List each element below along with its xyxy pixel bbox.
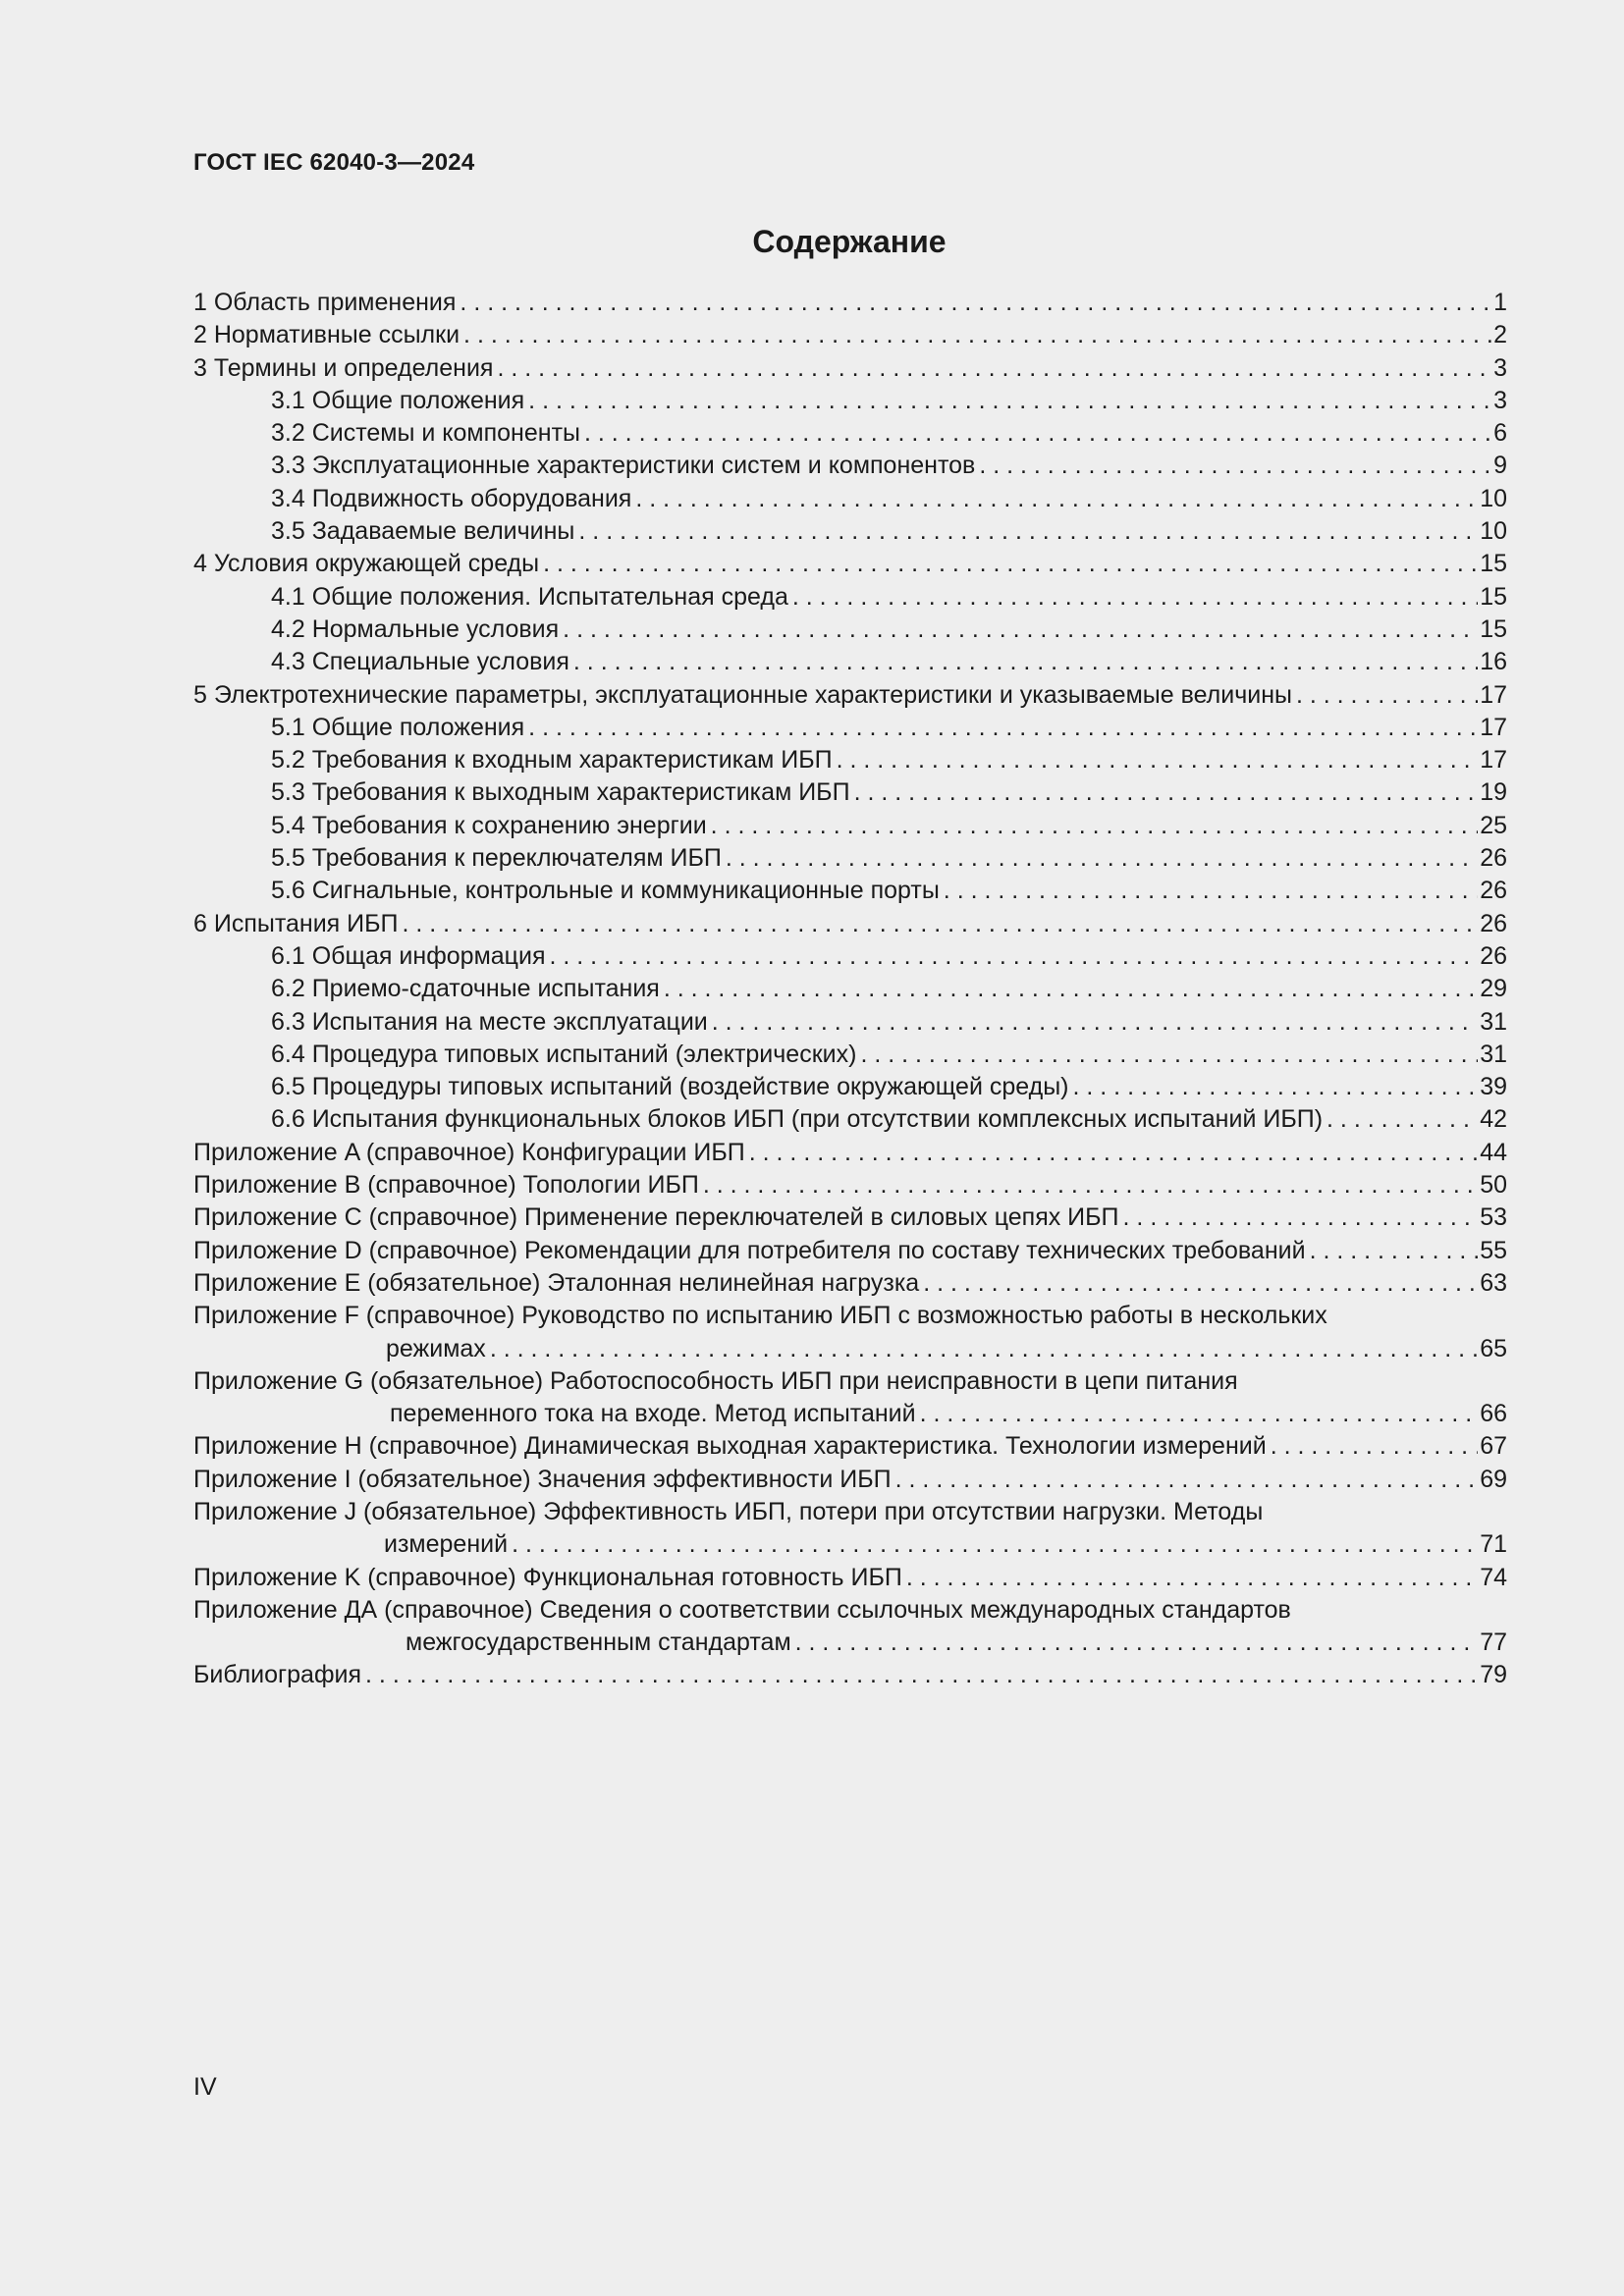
toc-leader-dots bbox=[578, 515, 1478, 548]
toc-entry[interactable] bbox=[193, 548, 1507, 580]
toc-leader-dots bbox=[635, 483, 1478, 515]
toc-annex-entry[interactable] bbox=[193, 1562, 1507, 1594]
toc-subentry[interactable] bbox=[193, 1039, 1507, 1071]
toc-entry[interactable] bbox=[193, 908, 1507, 940]
toc-annex-entry[interactable] bbox=[193, 1169, 1507, 1201]
toc-entry-title: 3.5 Задаваемые величины bbox=[271, 517, 575, 546]
toc-entry-title: Приложение A (справочное) Конфигурации ИБП bbox=[193, 1138, 745, 1166]
toc-subentry[interactable] bbox=[193, 581, 1507, 614]
toc-subentry[interactable] bbox=[193, 483, 1507, 515]
toc-entry-title: 5.5 Требования к переключателям ИБП bbox=[271, 844, 722, 873]
toc-entry-title: Приложение F (справочное) Руководство по испытанию ИБП с возможностью работы в нескольких bbox=[193, 1302, 1327, 1330]
toc-entry-title: 6.4 Процедура типовых испытаний (электрических) bbox=[271, 1040, 857, 1068]
toc-leader-dots bbox=[979, 450, 1491, 482]
toc-entry-page: 79 bbox=[1480, 1661, 1507, 1689]
toc-annex-entry[interactable] bbox=[193, 1201, 1507, 1234]
toc-entry[interactable] bbox=[193, 287, 1507, 319]
toc-entry-page: 69 bbox=[1480, 1465, 1507, 1493]
toc-entry-title: 3.2 Системы и компоненты bbox=[271, 419, 580, 448]
toc-leader-dots bbox=[923, 1267, 1478, 1300]
toc-entry-page: 55 bbox=[1480, 1236, 1507, 1264]
toc-entry-title: Приложение C (справочное) Применение переключателей в силовых цепях ИБП bbox=[193, 1203, 1119, 1232]
toc-entry-title: 6.2 Приемо-сдаточные испытания bbox=[271, 975, 660, 1003]
toc-entry-page: 74 bbox=[1480, 1563, 1507, 1591]
toc-entry-page: 26 bbox=[1480, 844, 1507, 873]
toc-subentry[interactable] bbox=[193, 417, 1507, 450]
toc-subentry[interactable] bbox=[193, 810, 1507, 842]
toc-entry-title: 5.2 Требования к входным характеристикам ИБП bbox=[271, 746, 833, 774]
toc-leader-dots bbox=[920, 1398, 1479, 1430]
toc-entry-page: 53 bbox=[1480, 1203, 1507, 1232]
toc-entry-page: 15 bbox=[1480, 582, 1507, 611]
toc-leader-dots bbox=[490, 1333, 1478, 1365]
toc-subentry[interactable] bbox=[193, 515, 1507, 548]
toc-entry-title: 6.6 Испытания функциональных блоков ИБП (при отсутствии комплексных испытаний ИБП) bbox=[271, 1105, 1324, 1134]
toc-leader-dots bbox=[460, 287, 1491, 319]
toc-subentry[interactable] bbox=[193, 1103, 1507, 1136]
toc-entry-title: 3 Термины и определения bbox=[193, 353, 494, 382]
toc-entry-title: 4.2 Нормальные условия bbox=[271, 614, 560, 643]
toc-leader-dots bbox=[563, 614, 1478, 646]
toc-entry-page: 15 bbox=[1480, 614, 1507, 643]
toc-leader-dots bbox=[463, 319, 1491, 351]
toc-subentry[interactable] bbox=[193, 646, 1507, 678]
toc-entry-title: 5 Электротехнические параметры, эксплуатационные характеристики и указываемые величины bbox=[193, 680, 1292, 709]
toc-leader-dots bbox=[573, 646, 1478, 678]
toc-leader-dots bbox=[497, 352, 1491, 385]
toc-entry-page: 50 bbox=[1480, 1171, 1507, 1200]
toc-entry-title: Приложение ДА (справочное) Сведения о соответствии ссылочных международных стандартов bbox=[193, 1595, 1291, 1624]
toc-entry-title: Приложение E (обязательное) Эталонная нелинейная нагрузка bbox=[193, 1268, 920, 1297]
toc-entry-page: 42 bbox=[1480, 1105, 1507, 1134]
toc-entry[interactable] bbox=[193, 319, 1507, 351]
toc-entry-title: Приложение H (справочное) Динамическая выходная характеристика. Технологии измерений bbox=[193, 1432, 1267, 1461]
toc-leader-dots bbox=[584, 417, 1491, 450]
toc-entry-title: 5.6 Сигнальные, контрольные и коммуникационные порты bbox=[271, 877, 940, 905]
table-of-contents bbox=[193, 287, 1507, 1692]
toc-leader-dots bbox=[528, 712, 1478, 744]
toc-entry-title: Библиография bbox=[193, 1661, 362, 1689]
toc-entry-title: Приложение J (обязательное) Эффективность ИБП, потери при отсутствии нагрузки. Методы bbox=[193, 1497, 1264, 1525]
toc-entry-page: 17 bbox=[1480, 713, 1507, 741]
page-number: IV bbox=[193, 2073, 217, 2101]
toc-subentry[interactable] bbox=[193, 385, 1507, 417]
toc-entry-page: 71 bbox=[1480, 1530, 1507, 1559]
toc-subentry[interactable] bbox=[193, 776, 1507, 809]
toc-leader-dots bbox=[1271, 1430, 1479, 1463]
toc-entry-title: 3.4 Подвижность оборудования bbox=[271, 484, 632, 512]
toc-annex-entry[interactable] bbox=[193, 1430, 1507, 1463]
toc-entry-title: 6 Испытания ИБП bbox=[193, 909, 399, 937]
toc-entry-page: 26 bbox=[1480, 877, 1507, 905]
toc-leader-dots bbox=[860, 1039, 1478, 1071]
toc-leader-dots bbox=[895, 1464, 1479, 1496]
toc-entry-title-continuation: межгосударственным стандартам bbox=[406, 1629, 791, 1657]
toc-leader-dots bbox=[944, 875, 1478, 907]
toc-entry-page: 65 bbox=[1480, 1334, 1507, 1362]
toc-entry-page: 44 bbox=[1480, 1138, 1507, 1166]
toc-entry-title: 6.5 Процедуры типовых испытаний (воздействие окружающей среды) bbox=[271, 1073, 1069, 1101]
toc-entry-page: 29 bbox=[1480, 975, 1507, 1003]
toc-entry-page: 17 bbox=[1480, 680, 1507, 709]
toc-annex-entry[interactable] bbox=[193, 1365, 1507, 1431]
toc-subentry[interactable] bbox=[193, 875, 1507, 907]
toc-entry-page: 31 bbox=[1480, 1007, 1507, 1036]
toc-entry-title: 6.1 Общая информация bbox=[271, 941, 546, 970]
toc-annex-entry[interactable] bbox=[193, 1235, 1507, 1267]
toc-entry-page: 26 bbox=[1480, 909, 1507, 937]
toc-entry-title: Приложение D (справочное) Рекомендации для потребителя по составу технических требований bbox=[193, 1236, 1306, 1264]
toc-entry-page: 66 bbox=[1480, 1400, 1507, 1428]
toc-entry-title: Приложение G (обязательное) Работоспособность ИБП при неисправности в цепи питания bbox=[193, 1366, 1238, 1395]
toc-entry-title-continuation: режимах bbox=[386, 1334, 486, 1362]
toc-entry-page: 17 bbox=[1480, 746, 1507, 774]
toc-annex-entry[interactable] bbox=[193, 1137, 1507, 1169]
toc-subentry[interactable] bbox=[193, 1071, 1507, 1103]
toc-leader-dots bbox=[1123, 1201, 1479, 1234]
toc-annex-entry[interactable] bbox=[193, 1594, 1507, 1660]
toc-annex-entry[interactable] bbox=[193, 1300, 1507, 1365]
toc-entry-title: 5.3 Требования к выходным характеристикам ИБП bbox=[271, 778, 850, 807]
toc-entry-title: Приложение B (справочное) Топологии ИБП bbox=[193, 1171, 699, 1200]
toc-leader-dots bbox=[549, 940, 1478, 973]
toc-entry-page: 77 bbox=[1480, 1629, 1507, 1657]
toc-entry-title: 5.4 Требования к сохранению энергии bbox=[271, 811, 707, 839]
toc-leader-dots bbox=[726, 842, 1478, 875]
toc-entry-page: 3 bbox=[1493, 386, 1507, 414]
toc-entry-title: Приложение I (обязательное) Значения эффективности ИБП bbox=[193, 1465, 892, 1493]
toc-leader-dots bbox=[543, 548, 1478, 580]
toc-leader-dots bbox=[854, 776, 1479, 809]
toc-entry-page: 26 bbox=[1480, 941, 1507, 970]
toc-entry-title: Приложение K (справочное) Функциональная готовность ИБП bbox=[193, 1563, 902, 1591]
toc-subentry[interactable] bbox=[193, 744, 1507, 776]
toc-subentry[interactable] bbox=[193, 940, 1507, 973]
toc-leader-dots bbox=[1073, 1071, 1479, 1103]
toc-entry-page: 6 bbox=[1493, 419, 1507, 448]
toc-entry-title: 3.3 Эксплуатационные характеристики систем и компонентов bbox=[271, 452, 976, 480]
toc-entry-page: 10 bbox=[1480, 517, 1507, 546]
document-code: ГОСТ IEC 62040-3—2024 bbox=[193, 149, 475, 176]
toc-leader-dots bbox=[703, 1169, 1478, 1201]
toc-leader-dots bbox=[1310, 1235, 1479, 1267]
toc-leader-dots bbox=[512, 1528, 1478, 1561]
toc-entry-title: 1 Область применения bbox=[193, 289, 457, 316]
toc-entry-page: 25 bbox=[1480, 811, 1507, 839]
toc-entry-page: 63 bbox=[1480, 1268, 1507, 1297]
toc-entry-title: 4.3 Специальные условия bbox=[271, 648, 569, 676]
toc-leader-dots bbox=[664, 973, 1478, 1005]
toc-entry-page: 16 bbox=[1480, 648, 1507, 676]
toc-entry-page: 1 bbox=[1493, 289, 1507, 316]
toc-entry-page: 3 bbox=[1493, 353, 1507, 382]
toc-entry-page: 19 bbox=[1480, 778, 1507, 807]
toc-leader-dots bbox=[403, 908, 1479, 940]
toc-subentry[interactable] bbox=[193, 450, 1507, 482]
toc-leader-dots bbox=[365, 1659, 1478, 1691]
toc-entry-title: 6.3 Испытания на месте эксплуатации bbox=[271, 1007, 708, 1036]
toc-entry-title-continuation: переменного тока на входе. Метод испытаний bbox=[390, 1400, 916, 1428]
toc-leader-dots bbox=[711, 810, 1479, 842]
toc-subentry[interactable] bbox=[193, 973, 1507, 1005]
toc-leader-dots bbox=[1326, 1103, 1478, 1136]
toc-leader-dots bbox=[837, 744, 1479, 776]
toc-entry-title: 3.1 Общие положения bbox=[271, 386, 525, 414]
toc-entry-page: 67 bbox=[1480, 1432, 1507, 1461]
toc-entry-title: 5.1 Общие положения bbox=[271, 713, 525, 741]
toc-annex-entry[interactable] bbox=[193, 1464, 1507, 1496]
toc-leader-dots bbox=[528, 385, 1491, 417]
toc-title: Содержание bbox=[752, 224, 947, 259]
toc-entry-page: 10 bbox=[1480, 484, 1507, 512]
toc-entry[interactable] bbox=[193, 352, 1507, 385]
toc-subentry[interactable] bbox=[193, 614, 1507, 646]
toc-leader-dots bbox=[712, 1006, 1478, 1039]
toc-subentry[interactable] bbox=[193, 712, 1507, 744]
toc-leader-dots bbox=[1296, 679, 1478, 712]
toc-entry-page: 31 bbox=[1480, 1040, 1507, 1068]
toc-entry-page: 15 bbox=[1480, 550, 1507, 578]
toc-entry-page: 39 bbox=[1480, 1073, 1507, 1101]
toc-leader-dots bbox=[795, 1627, 1479, 1659]
toc-leader-dots bbox=[906, 1562, 1478, 1594]
toc-entry-title: 2 Нормативные ссылки bbox=[193, 321, 460, 349]
toc-entry[interactable] bbox=[193, 679, 1507, 712]
toc-subentry[interactable] bbox=[193, 842, 1507, 875]
toc-annex-entry[interactable] bbox=[193, 1267, 1507, 1300]
toc-entry-page: 9 bbox=[1493, 452, 1507, 480]
toc-entry-page: 2 bbox=[1493, 321, 1507, 349]
toc-entry-title-continuation: измерений bbox=[384, 1530, 509, 1559]
toc-subentry[interactable] bbox=[193, 1006, 1507, 1039]
toc-leader-dots bbox=[792, 581, 1478, 614]
toc-annex-entry[interactable] bbox=[193, 1496, 1507, 1562]
toc-entry-title: 4 Условия окружающей среды bbox=[193, 550, 540, 578]
toc-leader-dots bbox=[749, 1137, 1478, 1169]
toc-entry[interactable] bbox=[193, 1659, 1507, 1691]
toc-entry-title: 4.1 Общие положения. Испытательная среда bbox=[271, 582, 788, 611]
